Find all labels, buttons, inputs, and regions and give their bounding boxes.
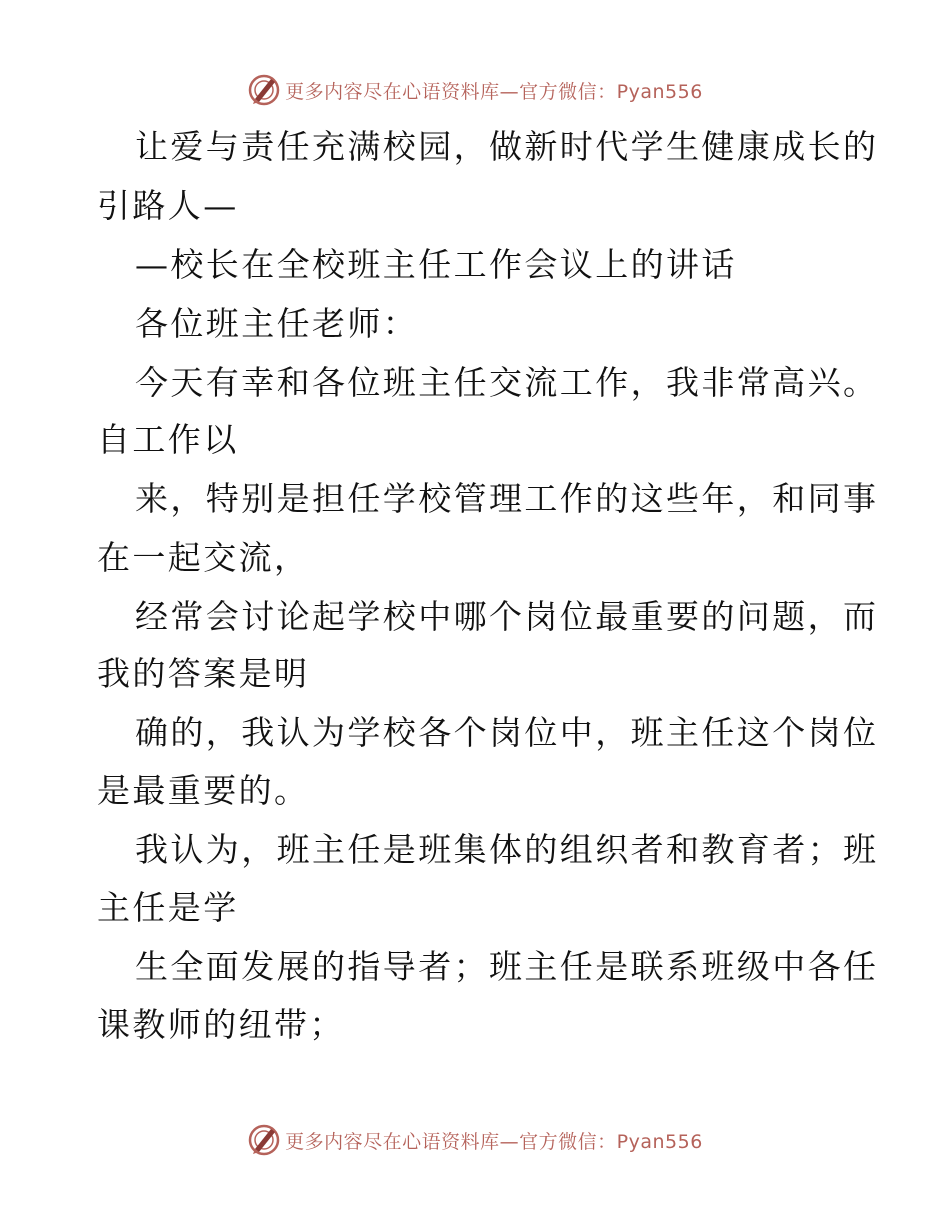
- text-line: 是最重要的。: [97, 771, 310, 810]
- pen-logo-icon: [247, 73, 281, 107]
- text-line: —校长在全校班主任工作会议上的讲话: [135, 245, 737, 284]
- text-line: 自工作以: [97, 420, 239, 459]
- watermark-text: 更多内容尽在心语资料库—官方微信：Pyan556: [285, 80, 703, 103]
- pen-logo-icon: [247, 1123, 281, 1157]
- footer-watermark: [0, 1120, 950, 1160]
- text-line: 在一起交流，: [97, 538, 310, 577]
- text-line: 主任是学: [97, 888, 239, 927]
- text-line: 我的答案是明: [97, 654, 310, 693]
- text-line: 今天有幸和各位班主任交流工作，我非常高兴。: [135, 363, 879, 402]
- text-line: 各位班主任老师：: [135, 304, 419, 343]
- text-line: 让爱与责任充满校园，做新时代学生健康成长的: [135, 127, 879, 166]
- text-line: 课教师的纽带；: [97, 1005, 345, 1044]
- text-line: 确的，我认为学校各个岗位中，班主任这个岗位: [135, 713, 879, 752]
- text-line: 生全面发展的指导者；班主任是联系班级中各任: [135, 947, 879, 986]
- watermark-text: 更多内容尽在心语资料库—官方微信：Pyan556: [285, 1130, 703, 1153]
- text-line: 经常会讨论起学校中哪个岗位最重要的问题，而: [135, 597, 879, 636]
- text-line: 引路人—: [97, 186, 239, 225]
- header-watermark: [0, 70, 950, 110]
- text-line: 我认为，班主任是班集体的组织者和教育者；班: [135, 830, 879, 869]
- text-line: 来，特别是担任学校管理工作的这些年，和同事: [135, 479, 879, 518]
